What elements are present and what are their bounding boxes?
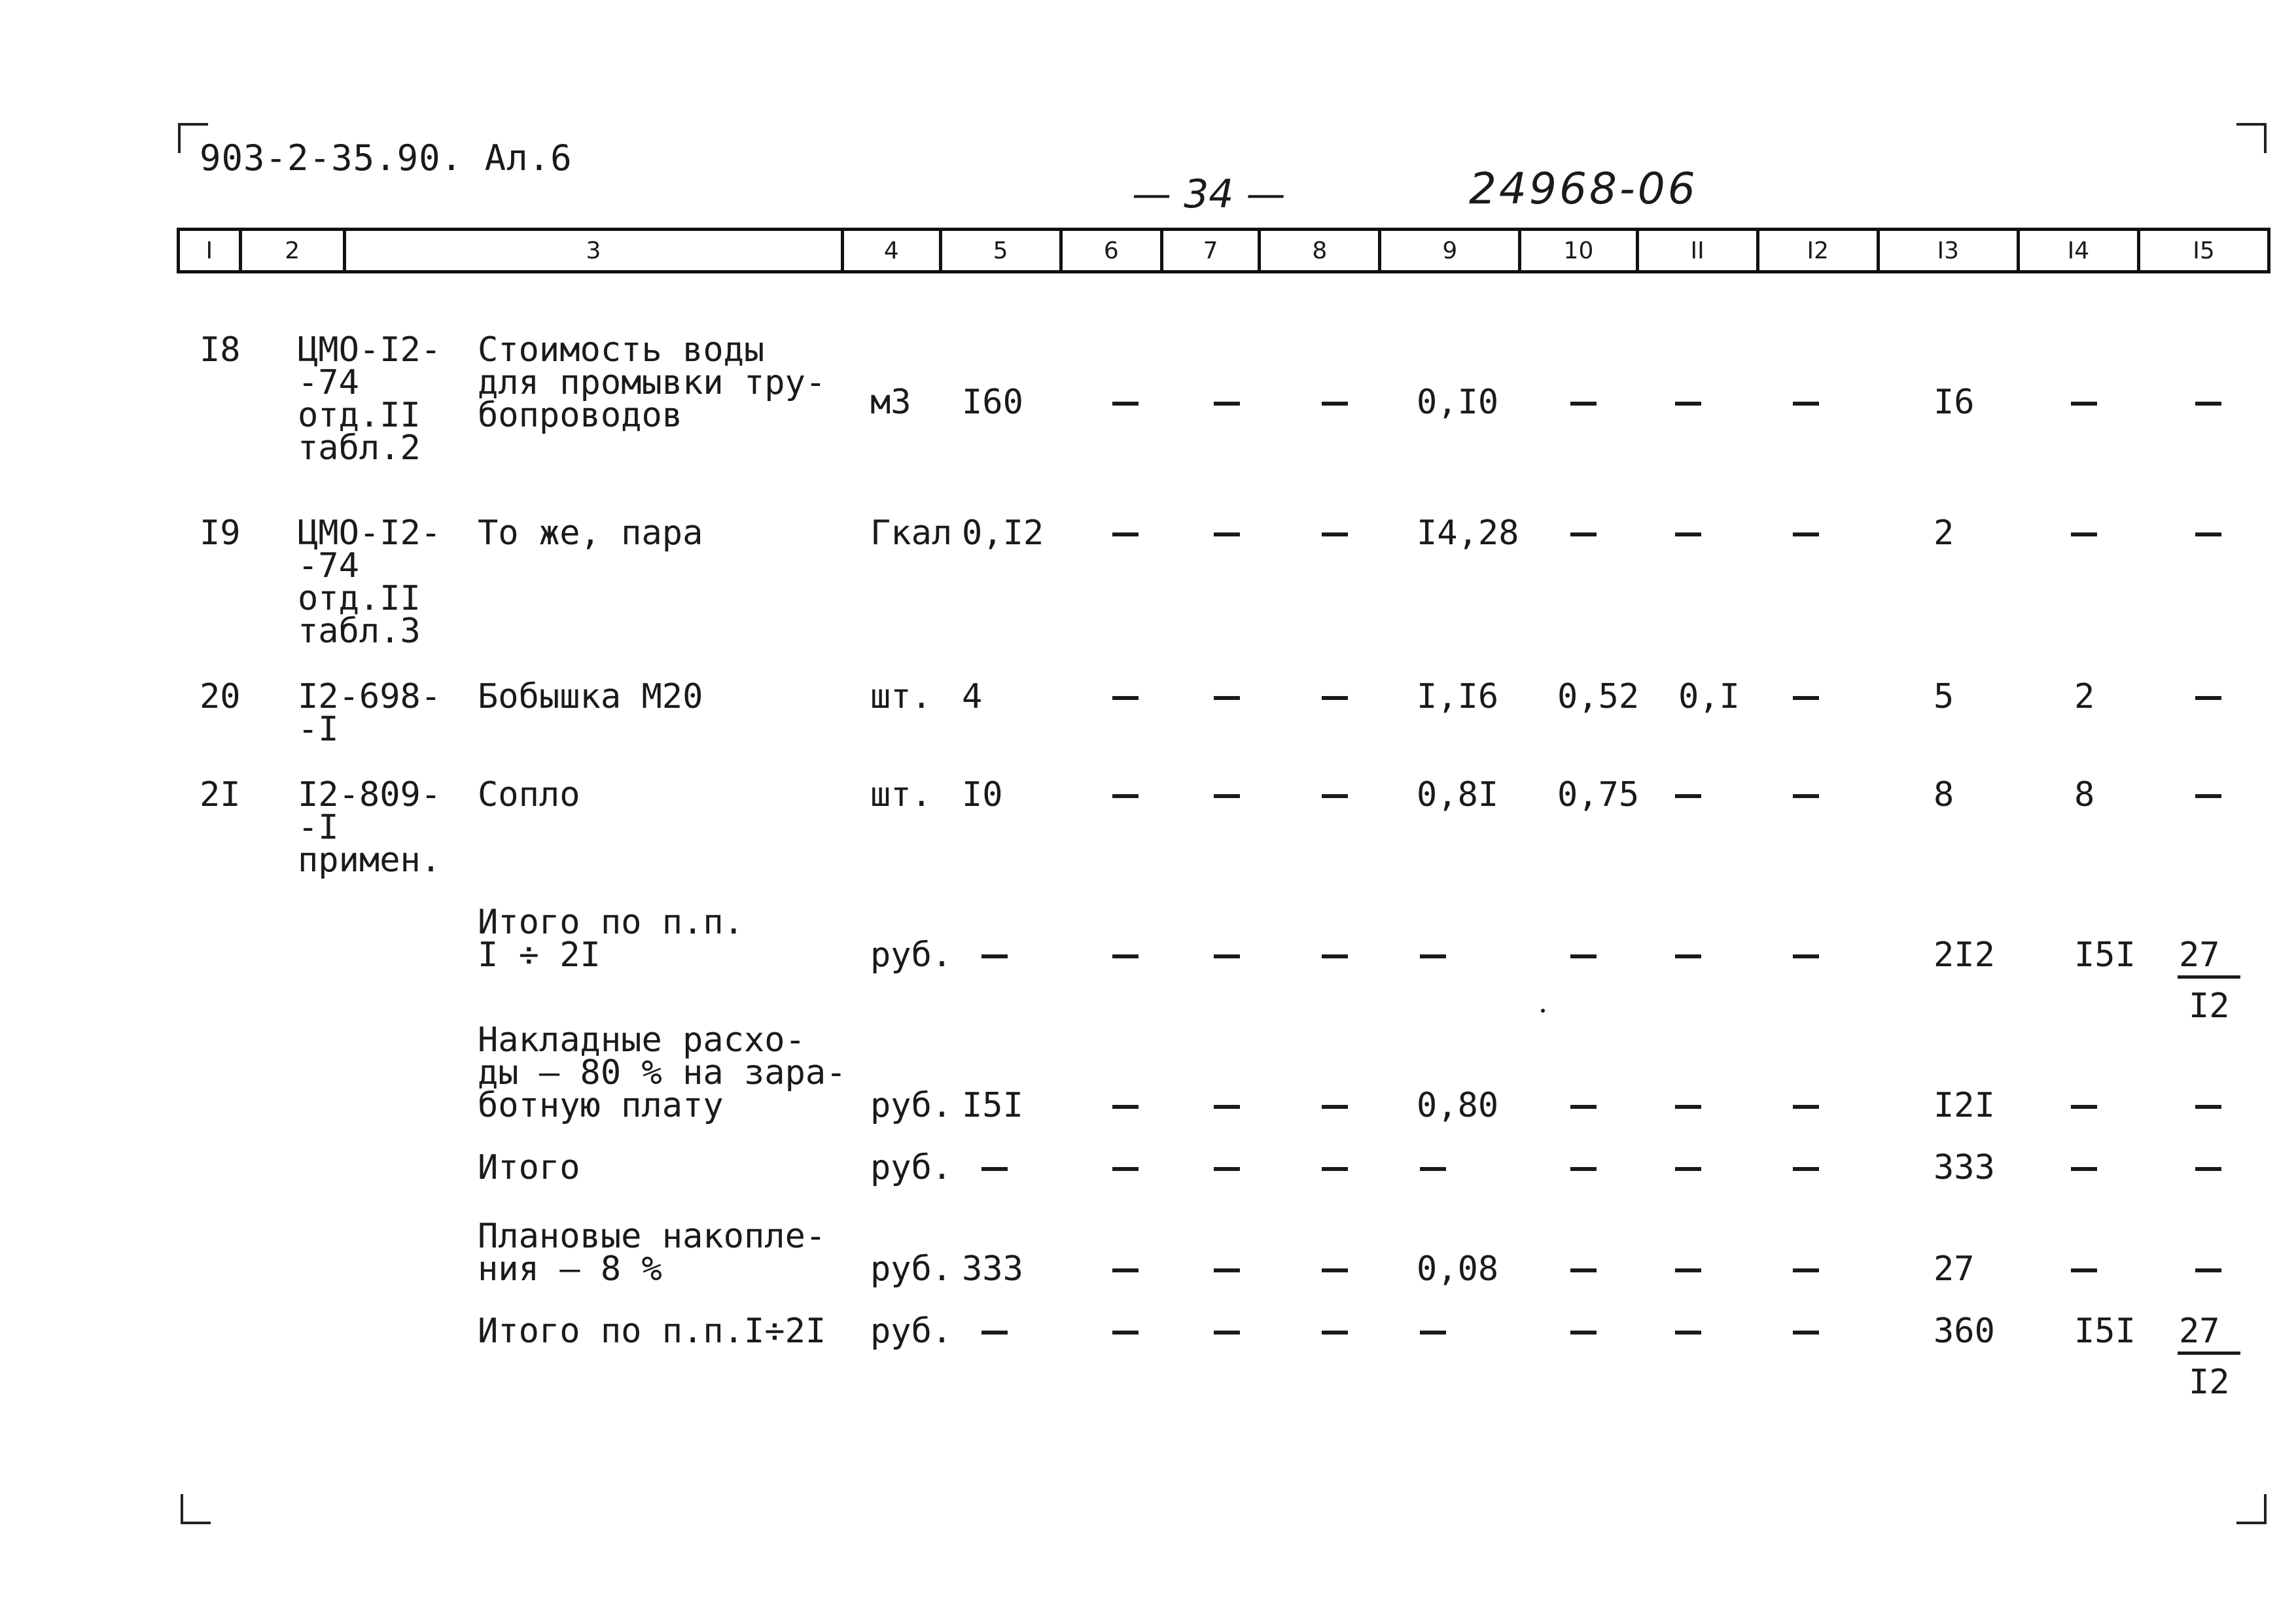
row-norm-code: I2-809- -I примен.: [298, 775, 442, 880]
row-work-name: Итого по п.п. I ÷ 2I: [478, 903, 744, 975]
row-work-name: Плановые накопле- ния – 8 %: [478, 1217, 826, 1289]
row-number: I8: [200, 330, 241, 370]
sheet-id: 24968-06: [1469, 164, 1698, 214]
fraction-line: [2178, 1352, 2240, 1355]
row-value-c14: I5I: [2074, 1312, 2136, 1351]
row-unit: шт.: [870, 677, 932, 716]
column-header-row: [177, 228, 2270, 273]
row-value-c14: 8: [2074, 775, 2095, 814]
dash-c10: [1570, 1331, 1597, 1335]
row-value-c13: I2I: [1934, 1086, 1995, 1125]
dash-c12: [1793, 954, 1819, 958]
dash-c6: [1112, 794, 1139, 798]
row-value-c10: 0,52: [1557, 677, 1640, 716]
row-value-c13: 5: [1934, 677, 1954, 716]
row-value-c5: I0: [962, 775, 1003, 814]
dash-c15: [2195, 1268, 2221, 1272]
dash-c10: [1570, 1105, 1597, 1109]
row-work-name: То же, пара: [478, 514, 703, 553]
dash-c9: [1420, 1167, 1446, 1171]
dash-c5: [981, 1331, 1008, 1335]
dash-c12: [1793, 696, 1819, 700]
dash-c10: [1570, 532, 1597, 536]
dash-c10: [1570, 1268, 1597, 1272]
stray-mark: [1541, 1009, 1545, 1013]
row-work-name: Сопло: [478, 775, 580, 814]
row-value-c5: 0,I2: [962, 514, 1044, 553]
row-value-c14: I5I: [2074, 935, 2136, 975]
row-work-name: Бобышка М20: [478, 677, 703, 716]
dash-c7: [1214, 402, 1240, 406]
row-value-c13: 2: [1934, 514, 1954, 553]
row-value-c13: 360: [1934, 1312, 1995, 1351]
page-number: — 34 —: [1132, 171, 1286, 217]
dash-c6: [1112, 1268, 1139, 1272]
row-value-c9: 0,8I: [1417, 775, 1499, 814]
column-header-3: 3: [346, 231, 844, 270]
column-header-15: I5: [2193, 237, 2215, 264]
row-norm-code: ЦМО-I2- -74 отд.II табл.3: [298, 514, 442, 651]
dash-c12: [1793, 532, 1819, 536]
row-work-name: Итого по п.п.I÷2I: [478, 1312, 826, 1351]
row-value-c14: 2: [2074, 677, 2095, 716]
column-header-4: 4: [844, 231, 942, 270]
row-value-c5: 4: [962, 677, 983, 716]
column-header-8: 8: [1261, 231, 1381, 270]
dash-c15: [2195, 1105, 2221, 1109]
dash-c7: [1214, 696, 1240, 700]
dash-c10: [1570, 1167, 1597, 1171]
dash-c6: [1112, 954, 1139, 958]
row-value-c9: 0,I0: [1417, 383, 1499, 422]
dash-c11: [1675, 1331, 1701, 1335]
row-value-c13: 2I2: [1934, 935, 1995, 975]
row-value-c5: I5I: [962, 1086, 1023, 1125]
dash-c11: [1675, 1268, 1701, 1272]
dash-c14: [2071, 1268, 2097, 1272]
row-value-c9: 0,80: [1417, 1086, 1499, 1125]
document-code: 903-2-35.90. Ал.6: [200, 137, 573, 179]
dash-c8: [1322, 954, 1348, 958]
row-unit: руб.: [870, 935, 953, 975]
column-header-6: 6: [1063, 231, 1163, 270]
row-value-c5: 333: [962, 1249, 1023, 1289]
dash-c6: [1112, 1167, 1139, 1171]
dash-c6: [1112, 402, 1139, 406]
dash-c5: [981, 1167, 1008, 1171]
dash-c7: [1214, 1331, 1240, 1335]
dash-c9: [1420, 1331, 1446, 1335]
column-header-2: 2: [242, 231, 346, 270]
row-norm-code: ЦМО-I2- -74 отд.II табл.2: [298, 330, 442, 468]
row-value-c13: 333: [1934, 1148, 1995, 1187]
column-header-5: 5: [942, 231, 1063, 270]
dash-c15: [2195, 696, 2221, 700]
row-unit: руб.: [870, 1312, 953, 1351]
column-header-1: I: [180, 231, 242, 270]
row-number: I9: [200, 514, 241, 553]
column-header-11: II: [1639, 231, 1759, 270]
dash-c8: [1322, 794, 1348, 798]
dash-c8: [1322, 1268, 1348, 1272]
dash-c12: [1793, 794, 1819, 798]
fraction-line: [2178, 975, 2240, 979]
dash-c15: [2195, 532, 2221, 536]
dash-c7: [1214, 1105, 1240, 1109]
dash-c15: [2195, 402, 2221, 406]
dash-c11: [1675, 794, 1701, 798]
dash-c5: [981, 954, 1008, 958]
row-value-c10: 0,75: [1557, 775, 1640, 814]
row-value-c13: I6: [1934, 383, 1975, 422]
dash-c7: [1214, 532, 1240, 536]
row-value-c9: 0,08: [1417, 1249, 1499, 1289]
dash-c15: [2195, 1167, 2221, 1171]
dash-c9: [1420, 954, 1446, 958]
row-value-c15: 27: [2179, 1312, 2220, 1351]
column-header-7: 7: [1163, 231, 1261, 270]
column-header-13: I3: [1880, 231, 2020, 270]
column-header-12: I2: [1759, 231, 1880, 270]
row-value-c15-denominator: I2: [2189, 1363, 2230, 1402]
row-value-c13: 8: [1934, 775, 1954, 814]
corner-mark-top-right: [2236, 123, 2267, 153]
dash-c11: [1675, 1105, 1701, 1109]
dash-c11: [1675, 402, 1701, 406]
row-work-name: Итого: [478, 1148, 580, 1187]
dash-c12: [1793, 1167, 1819, 1171]
dash-c7: [1214, 794, 1240, 798]
dash-c11: [1675, 532, 1701, 536]
dash-c8: [1322, 1167, 1348, 1171]
dash-c14: [2071, 1105, 2097, 1109]
dash-c7: [1214, 954, 1240, 958]
dash-c11: [1675, 954, 1701, 958]
dash-c6: [1112, 1105, 1139, 1109]
row-unit: шт.: [870, 775, 932, 814]
dash-c8: [1322, 1105, 1348, 1109]
row-number: 20: [200, 677, 241, 716]
row-number: 2I: [200, 775, 241, 814]
corner-mark-bottom-right: [2236, 1494, 2267, 1524]
row-work-name: Накладные расхо- ды – 80 % на зара- ботную плату: [478, 1021, 847, 1125]
dash-c6: [1112, 532, 1139, 536]
corner-mark-bottom-left: [181, 1494, 211, 1524]
dash-c6: [1112, 696, 1139, 700]
dash-c8: [1322, 532, 1348, 536]
dash-c10: [1570, 402, 1597, 406]
dash-c8: [1322, 696, 1348, 700]
dash-c6: [1112, 1331, 1139, 1335]
row-unit: м3: [870, 383, 911, 422]
row-norm-code: I2-698- -I: [298, 677, 442, 749]
dash-c11: [1675, 1167, 1701, 1171]
dash-c12: [1793, 1331, 1819, 1335]
dash-c14: [2071, 402, 2097, 406]
row-value-c13: 27: [1934, 1249, 1975, 1289]
dash-c10: [1570, 954, 1597, 958]
dash-c14: [2071, 532, 2097, 536]
dash-c15: [2195, 794, 2221, 798]
dash-c12: [1793, 1268, 1819, 1272]
row-unit: Гкал: [870, 514, 953, 553]
row-value-c9: I4,28: [1417, 514, 1519, 553]
dash-c7: [1214, 1167, 1240, 1171]
dash-c12: [1793, 1105, 1819, 1109]
column-header-10: 10: [1521, 231, 1638, 270]
row-unit: руб.: [870, 1086, 953, 1125]
dash-c14: [2071, 1167, 2097, 1171]
row-value-c15: 27: [2179, 935, 2220, 975]
dash-c12: [1793, 402, 1819, 406]
column-header-9: 9: [1381, 231, 1521, 270]
column-header-14: I4: [2020, 231, 2140, 270]
row-value-c11: 0,I: [1678, 677, 1740, 716]
row-value-c15-denominator: I2: [2189, 986, 2230, 1026]
row-value-c9: I,I6: [1417, 677, 1499, 716]
dash-c7: [1214, 1268, 1240, 1272]
row-unit: руб.: [870, 1249, 953, 1289]
dash-c8: [1322, 402, 1348, 406]
row-value-c5: I60: [962, 383, 1023, 422]
row-unit: руб.: [870, 1148, 953, 1187]
row-work-name: Стоимость воды для промывки тру- бопроводов: [478, 330, 826, 435]
dash-c8: [1322, 1331, 1348, 1335]
